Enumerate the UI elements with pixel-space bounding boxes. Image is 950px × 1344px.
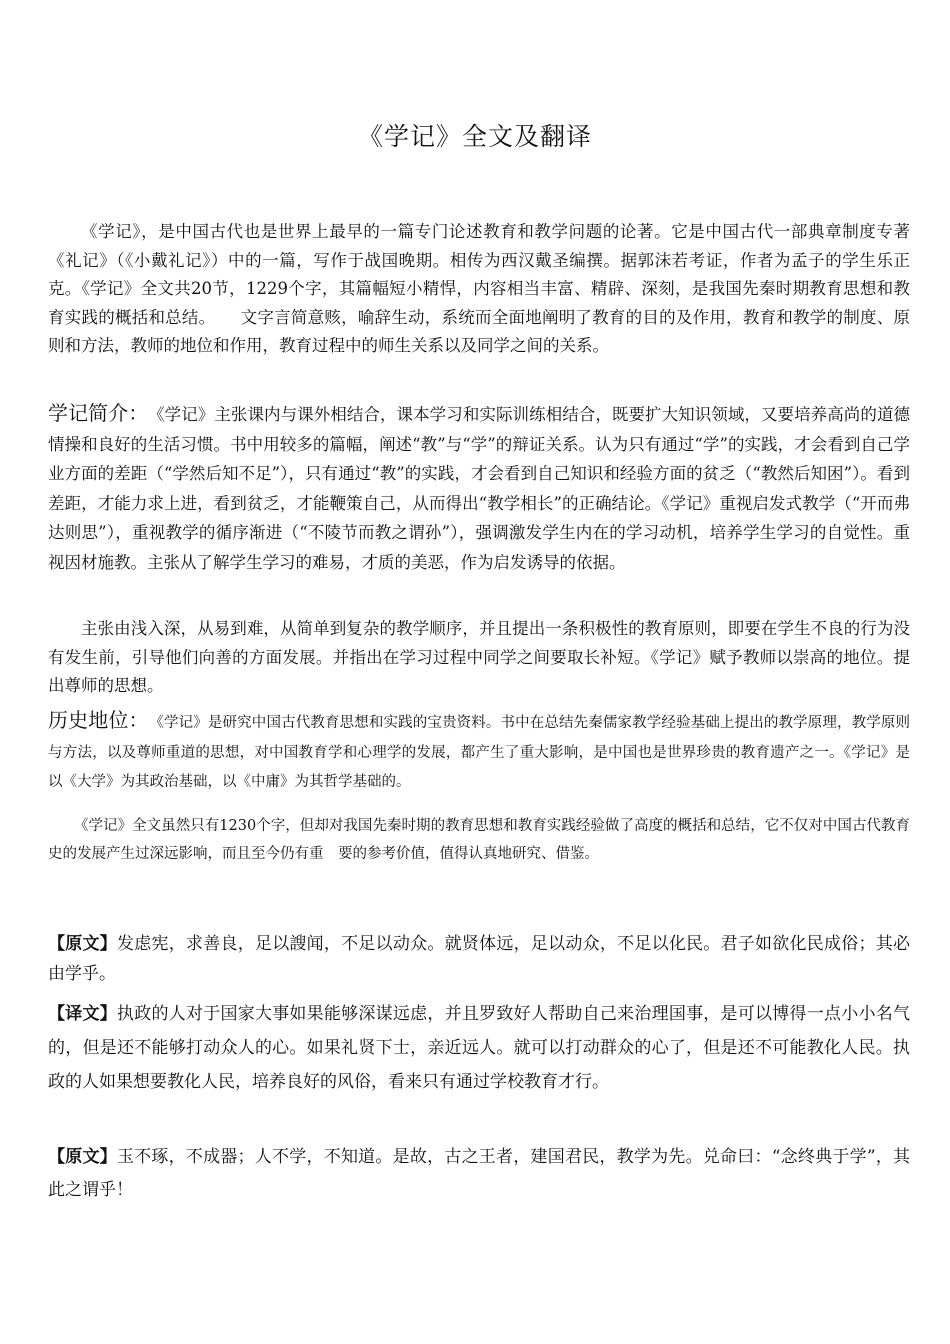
original-tag: 【原文】 <box>48 1147 117 1167</box>
document-title: 《学记》全文及翻译 <box>357 122 592 151</box>
intro-paragraph: 《学记》，是中国古代也是世界上最早的一篇专门论述教育和教学问题的论著。它是中国古代一部典章制度专著《礼记》（《小戴礼记》）中的一篇，写作于战国晚期。相传为西汉戴圣编撰。据郭沫若考证，作者为孟子的学生乐正克。《学记》全文共20节，1229个字，其篇幅短小精悍，内容相当丰富、精辟、深刻，是我国先秦时期教育思想和教育实践的概括和总结。 文字言简意赅，喻辞生动，系统而全面地阐明了教育的目的及作用，教育和教学的制度、原则和方法，教师的地位和作用，教育过程中的师生关系以及同学之间的关系。 <box>48 222 910 355</box>
summary-text: 《学记》主张课内与课外相结合，课本学习和实际训练相结合，既要扩大知识领域，又要培养高尚的道德情操和良好的生活习惯。书中用较多的篇幅，阐述“教”与“学”的辩证关系。认为只有通过“学”的实践，才会看到自己学业方面的差距（“学然后知不足”），只有通过“教”的实践，才会看到自己知识和经验方面的贫乏（“教然后知困”）。看到差距，才能力求上进，看到贫乏，才能鞭策自己，从而得出“教学相长”的正确结论。《学记》重视启发式教学（“开而弗达则思”），重视教学的循序渐进（“不陵节而教之谓孙”），强调激发学生内在的学习动机，培养学生学习的自觉性。重视因材施教。主张从了解学生学习的难易，才质的美恶，作为启发诱导的依据。 <box>48 405 911 572</box>
history-text: 《学记》是研究中国古代教育思想和实践的宝贵资料。书中在总结先秦儒家教学经验基础上提出的教学原理，教学原则与方法，以及尊师重道的思想，对中国教育学和心理学的发展，都产生了重大影响，是中国也是世界珍贵的教育遗产之一。《学记》是以《大学》为其政治基础，以《中庸》为其哲学基础的。 <box>48 715 911 790</box>
original-text-2 <box>48 1141 910 1207</box>
summary-paragraph-2: 主张由浅入深，从易到难，从简单到复杂的教学顺序，并且提出一条积极性的教育原则，即要在学生不良的行为没有发生前，引导他们向善的方面发展。并指出在学习过程中同学之间要取长补短。《学记》赋予教师以崇高的地位。提出尊师的思想。 <box>48 619 910 695</box>
original-tag: 【原文】 <box>48 934 117 954</box>
original-body: 玉不琢，不成器；人不学，不知道。是故，古之王者，建国君民，教学为先。兑命曰：“念终典于学”，其此之谓乎！ <box>48 1147 910 1200</box>
history-heading: 历史地位： <box>48 708 149 732</box>
translation-text-1 <box>48 997 910 1099</box>
original-text-1 <box>48 929 910 989</box>
translation-tag: 【译文】 <box>48 1004 117 1024</box>
summary-heading: 学记简介： <box>48 401 149 425</box>
translation-body: 执政的人对于国家大事如果能够深谋远虑，并且罗致好人帮助自己来治理国事，是可以博得一点小小名气的，但是还不能够打动众人的心。如果礼贤下士，亲近远人。就可以打动群众的心了，但是还不可能教化人民。执政的人如果想要教化人民，培养良好的风俗，看来只有通过学校教育才行。 <box>48 1004 911 1092</box>
summary-paragraph <box>48 399 910 577</box>
original-body: 发虑宪，求善良，足以謏闻，不足以动众。就贤体远，足以动众，不足以化民。君子如欲化民成俗；其必由学乎。 <box>48 934 911 984</box>
history-paragraph <box>48 706 910 798</box>
history-paragraph-2: 《学记》全文虽然只有1230个字，但却对我国先秦时期的教育思想和教育实践经验做了高度的概括和总结，它不仅对中国古代教育史的发展产生过深远影响，而且至今仍有重 要的参考价值，值得认真地研究、借鉴。 <box>48 818 910 862</box>
